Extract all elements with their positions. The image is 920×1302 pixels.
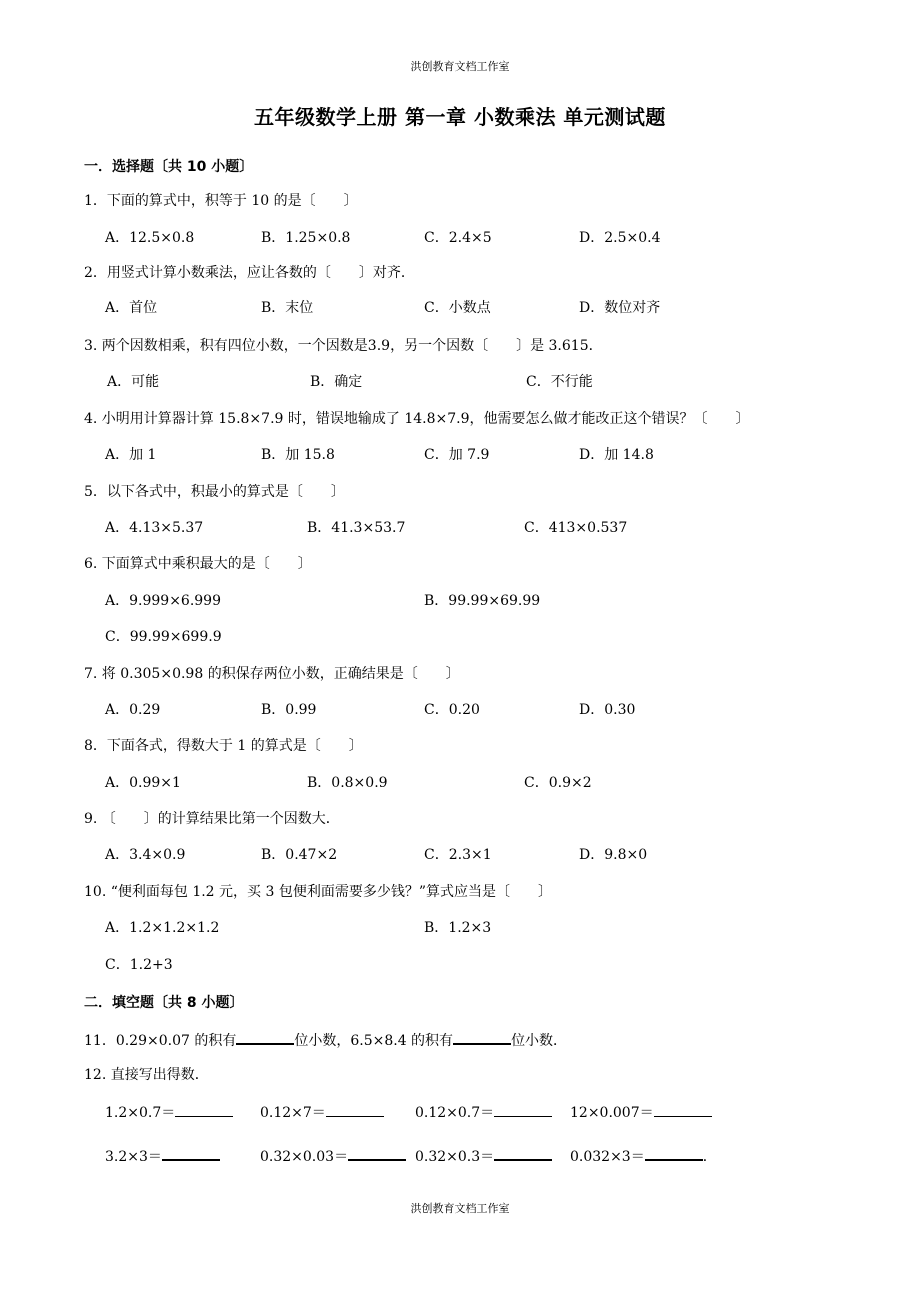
answer-blank xyxy=(645,1145,703,1161)
calc-expression: 1.2×0.7＝ xyxy=(105,1105,176,1121)
option-3a: A．可能 xyxy=(107,374,160,390)
calc-expression: 0.32×0.03＝ xyxy=(260,1149,349,1165)
question-8: 8．下面各式，得数大于 1 的算式是〔 〕 xyxy=(84,738,363,754)
option-6c: C．99.99×699.9 xyxy=(105,629,222,645)
option-7a: A．0.29 xyxy=(105,702,161,718)
answer-blank xyxy=(453,1029,511,1045)
calc-item xyxy=(415,1145,552,1166)
section-heading-fill: 二．填空题〔共 8 小题〕 xyxy=(84,995,244,1011)
calc-expression: 0.32×0.3＝ xyxy=(415,1149,495,1165)
calc-item xyxy=(570,1145,717,1166)
question-10: 10. “便利面每包 1.2 元，买 3 包便利面需要多少钱？”算式应当是〔 〕 xyxy=(84,884,553,900)
option-10c: C．1.2+3 xyxy=(105,957,173,973)
answer-blank xyxy=(236,1029,294,1045)
option-7b: B．0.99 xyxy=(261,702,317,718)
answer-blank xyxy=(494,1102,552,1117)
option-2c: C．小数点 xyxy=(424,300,491,316)
option-4c: C．加 7.9 xyxy=(424,447,490,463)
question-6: 6. 下面算式中乘积最大的是〔 〕 xyxy=(84,556,312,572)
option-6b: B．99.99×69.99 xyxy=(424,593,541,609)
question-3: 3. 两个因数相乘，积有四位小数，一个因数是3.9，另一个因数〔 〕是 3.615． xyxy=(84,338,603,354)
option-4a: A．加 1 xyxy=(105,447,157,463)
answer-blank xyxy=(162,1145,220,1161)
answer-blank xyxy=(654,1102,712,1117)
period-mark: ． xyxy=(702,1149,717,1165)
option-10a: A．1.2×1.2×1.2 xyxy=(105,920,220,936)
section-heading-choice: 一．选择题〔共 10 小题〕 xyxy=(84,159,254,175)
option-5b: B．41.3×53.7 xyxy=(307,520,406,536)
answer-blank xyxy=(348,1145,406,1161)
calc-item xyxy=(105,1102,233,1122)
option-3b: B．确定 xyxy=(310,374,363,390)
option-4b: B．加 15.8 xyxy=(261,447,335,463)
question-4: 4. 小明用计算器计算 15.8×7.9 时，错误地输成了 14.8×7.9，他需要怎么做才能改正这个错误？〔 〕 xyxy=(84,411,750,427)
question-11-part2: 位小数，6.5×8.4 的积有 xyxy=(294,1033,454,1049)
calc-item xyxy=(105,1145,220,1166)
page-footer: 洪创教育文档工作室 xyxy=(410,1202,510,1215)
option-6a: A．9.999×6.999 xyxy=(105,593,221,609)
answer-blank xyxy=(175,1102,233,1117)
option-1b: B．1.25×0.8 xyxy=(261,230,351,246)
question-9: 9. 〔 〕的计算结果比第一个因数大． xyxy=(84,811,340,827)
question-7: 7. 将 0.305×0.98 的积保存两位小数，正确结果是〔 〕 xyxy=(84,666,460,682)
question-11-part1: 11．0.29×0.07 的积有 xyxy=(84,1033,237,1049)
option-2b: B．末位 xyxy=(261,300,314,316)
calc-item xyxy=(260,1145,406,1166)
option-9d: D．9.8×0 xyxy=(579,847,648,863)
option-10b: B．1.2×3 xyxy=(424,920,492,936)
option-9c: C．2.3×1 xyxy=(424,847,492,863)
option-5c: C．413×0.537 xyxy=(524,520,628,536)
calc-expression: 0.032×3＝ xyxy=(570,1149,645,1165)
calc-item xyxy=(570,1102,712,1122)
option-3c: C．不行能 xyxy=(526,374,593,390)
calc-expression: 0.12×0.7＝ xyxy=(415,1105,495,1121)
option-1a: A．12.5×0.8 xyxy=(105,230,195,246)
answer-blank xyxy=(494,1145,552,1161)
option-8a: A．0.99×1 xyxy=(105,775,181,791)
option-9b: B．0.47×2 xyxy=(261,847,338,863)
option-2d: D．数位对齐 xyxy=(579,300,661,316)
option-1c: C．2.4×5 xyxy=(424,230,492,246)
option-2a: A．首位 xyxy=(105,300,158,316)
calc-expression: 12×0.007＝ xyxy=(570,1105,654,1121)
calc-expression: 0.12×7＝ xyxy=(260,1105,326,1121)
option-5a: A．4.13×5.37 xyxy=(105,520,204,536)
question-11 xyxy=(84,1029,567,1050)
option-4d: D．加 14.8 xyxy=(579,447,654,463)
option-1d: D．2.5×0.4 xyxy=(579,230,661,246)
option-8c: C．0.9×2 xyxy=(524,775,592,791)
option-7c: C．0.20 xyxy=(424,702,480,718)
calc-item xyxy=(260,1102,384,1122)
question-12: 12. 直接写出得数． xyxy=(84,1067,209,1083)
question-2: 2．用竖式计算小数乘法，应让各数的〔 〕对齐． xyxy=(84,265,415,281)
page-header: 洪创教育文档工作室 xyxy=(410,60,510,73)
option-9a: A．3.4×0.9 xyxy=(105,847,186,863)
question-5: 5．以下各式中，积最小的算式是〔 〕 xyxy=(84,484,345,500)
document-title: 五年级数学上册 第一章 小数乘法 单元测试题 xyxy=(254,105,666,129)
question-11-part3: 位小数． xyxy=(511,1033,568,1049)
question-1: 1．下面的算式中，积等于 10 的是〔 〕 xyxy=(84,193,358,209)
calc-expression: 3.2×3＝ xyxy=(105,1149,162,1165)
option-7d: D．0.30 xyxy=(579,702,636,718)
calc-item xyxy=(415,1102,552,1122)
answer-blank xyxy=(326,1102,384,1117)
option-8b: B．0.8×0.9 xyxy=(307,775,388,791)
